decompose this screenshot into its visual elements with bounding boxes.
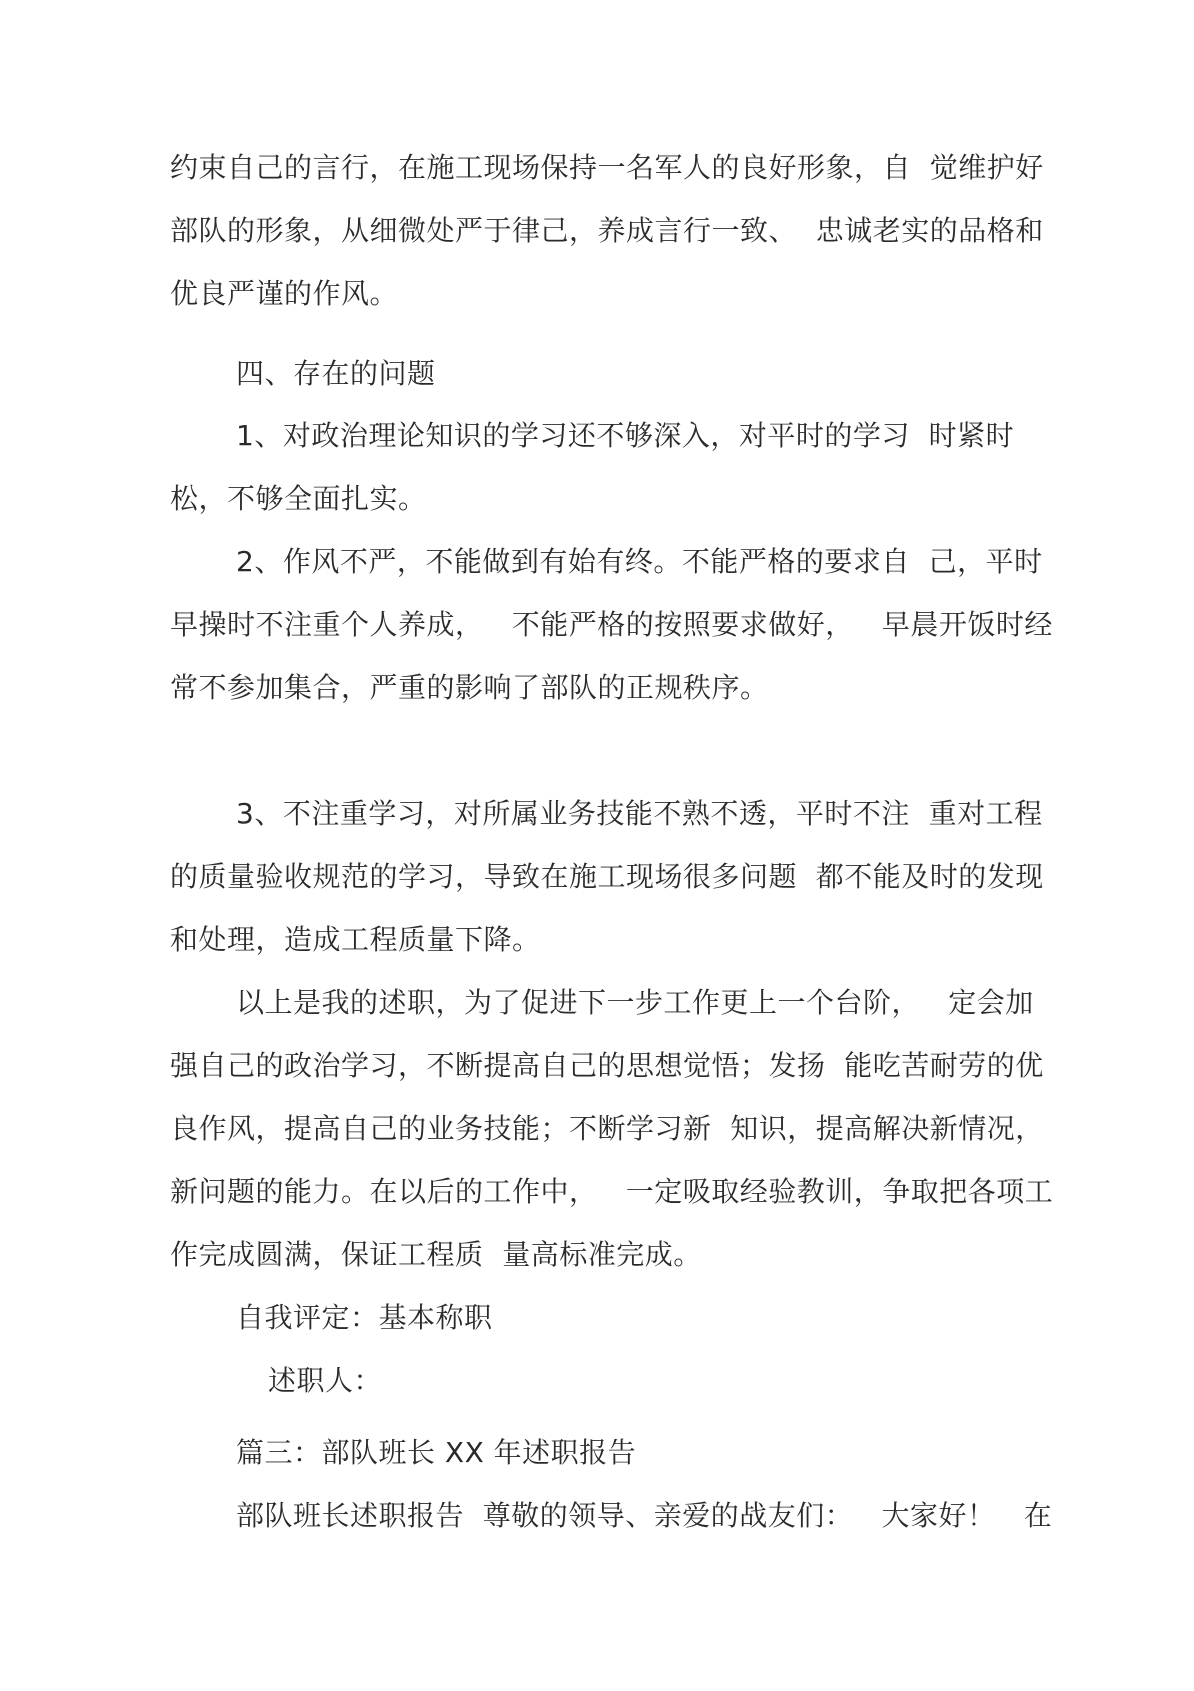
text-line: 强自己的政治学习，不断提高自己的思想觉悟；发扬 能吃苦耐劳的优 bbox=[170, 1049, 1044, 1082]
section-heading: 四、存在的问题 bbox=[236, 357, 436, 390]
text-line: 3、不注重学习，对所属业务技能不熟不透，平时不注 重对工程 bbox=[236, 797, 1043, 830]
text-line: 部队班长述职报告 尊敬的领导、亲爱的战友们： 大家好！ 在 bbox=[236, 1499, 1053, 1532]
self-evaluation: 自我评定：基本称职 bbox=[236, 1301, 493, 1334]
text-line: 以上是我的述职，为了促进下一步工作更上一个台阶， 定会加 bbox=[236, 986, 1034, 1019]
text-line: 松，不够全面扎实。 bbox=[170, 482, 427, 515]
text-line: 作完成圆满，保证工程质 量高标准完成。 bbox=[170, 1238, 702, 1271]
text-line: 1、对政治理论知识的学习还不够深入，对平时的学习 时紧时 bbox=[236, 419, 1015, 452]
text-line: 2、作风不严，不能做到有始有终。不能严格的要求自 己，平时 bbox=[236, 545, 1043, 578]
reporter-label: 述职人： bbox=[268, 1364, 383, 1397]
text-line: 良作风，提高自己的业务技能；不断学习新 知识，提高解决新情况， bbox=[170, 1112, 1044, 1145]
text-line: 常不参加集合，严重的影响了部队的正规秩序。 bbox=[170, 671, 769, 704]
text-line: 的质量验收规范的学习，导致在施工现场很多问题 都不能及时的发现 bbox=[170, 860, 1044, 893]
text-line: 部队的形象，从细微处严于律己，养成言行一致、 忠诚老实的品格和 bbox=[170, 214, 1044, 247]
text-line: 新问题的能力。在以后的工作中， 一定吸取经验教训，争取把各项工 bbox=[170, 1175, 1054, 1208]
text-line: 优良严谨的作风。 bbox=[170, 277, 399, 310]
text-line: 约束自己的言行，在施工现场保持一名军人的良好形象，自 觉维护好 bbox=[170, 151, 1044, 184]
text-line: 和处理，造成工程质量下降。 bbox=[170, 923, 541, 956]
text-line: 早操时不注重个人养成， 不能严格的按照要求做好， 早晨开饭时经 bbox=[170, 608, 1053, 641]
chapter-heading: 篇三：部队班长 XX 年述职报告 bbox=[236, 1436, 637, 1469]
